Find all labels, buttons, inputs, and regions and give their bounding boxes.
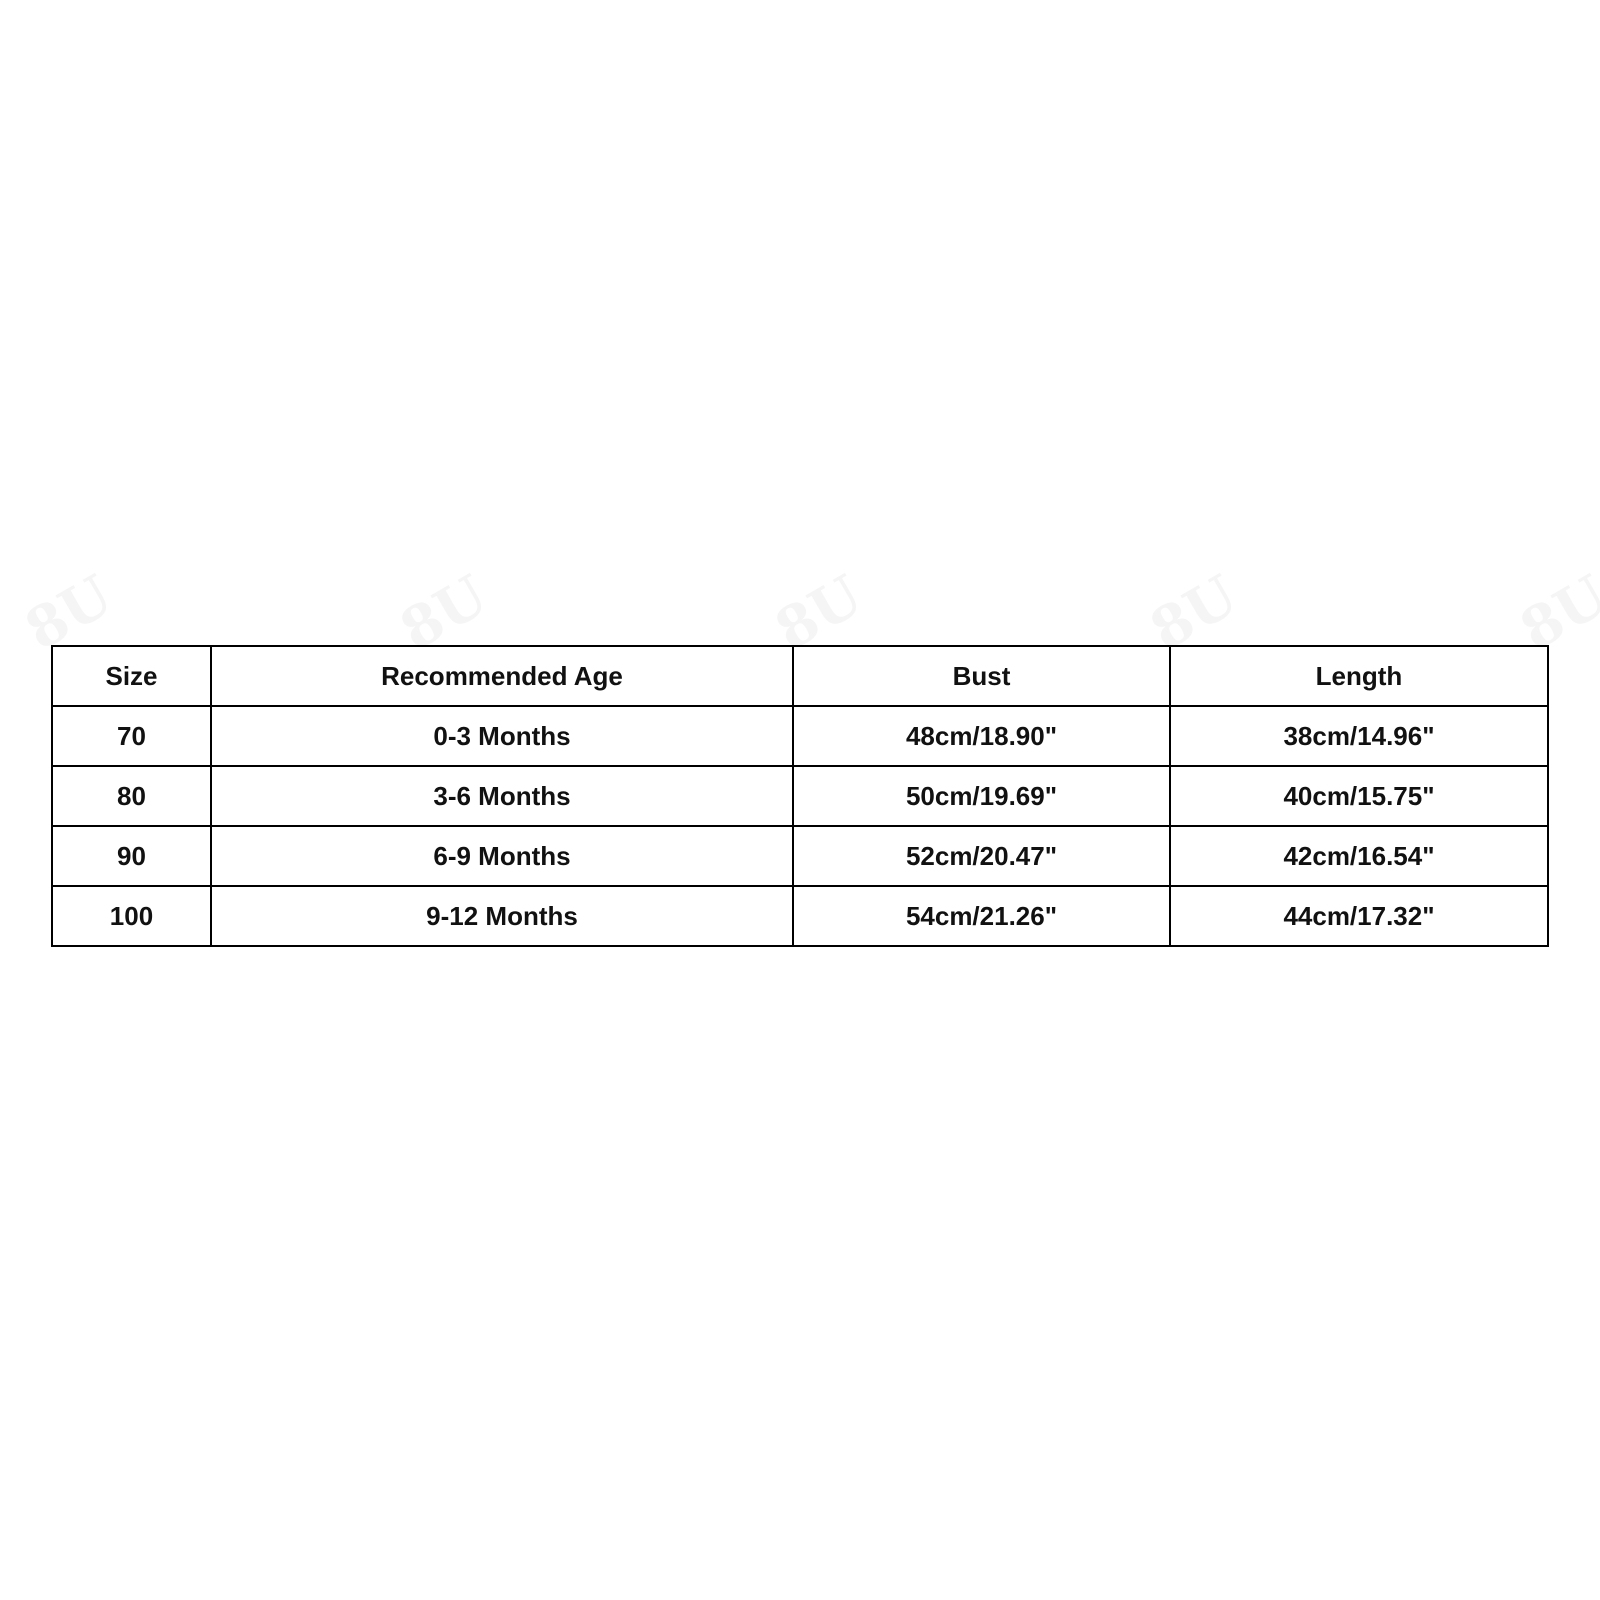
cell-length: 38cm/14.96"	[1170, 706, 1548, 766]
cell-age: 9-12 Months	[211, 886, 793, 946]
cell-size: 90	[52, 826, 211, 886]
cell-length: 44cm/17.32"	[1170, 886, 1548, 946]
cell-bust: 48cm/18.90"	[793, 706, 1170, 766]
cell-bust: 52cm/20.47"	[793, 826, 1170, 886]
table-header-row	[52, 646, 1548, 706]
header-bust: Bust	[793, 646, 1170, 706]
table-row	[52, 886, 1548, 946]
header-size: Size	[52, 646, 211, 706]
header-recommended-age: Recommended Age	[211, 646, 793, 706]
table-row	[52, 766, 1548, 826]
cell-age: 0-3 Months	[211, 706, 793, 766]
cell-age: 3-6 Months	[211, 766, 793, 826]
cell-size: 70	[52, 706, 211, 766]
cell-length: 42cm/16.54"	[1170, 826, 1548, 886]
table-row	[52, 826, 1548, 886]
cell-size: 100	[52, 886, 211, 946]
table-row	[52, 706, 1548, 766]
cell-bust: 50cm/19.69"	[793, 766, 1170, 826]
cell-length: 40cm/15.75"	[1170, 766, 1548, 826]
cell-bust: 54cm/21.26"	[793, 886, 1170, 946]
cell-size: 80	[52, 766, 211, 826]
cell-age: 6-9 Months	[211, 826, 793, 886]
header-length: Length	[1170, 646, 1548, 706]
size-chart-table	[51, 645, 1549, 947]
